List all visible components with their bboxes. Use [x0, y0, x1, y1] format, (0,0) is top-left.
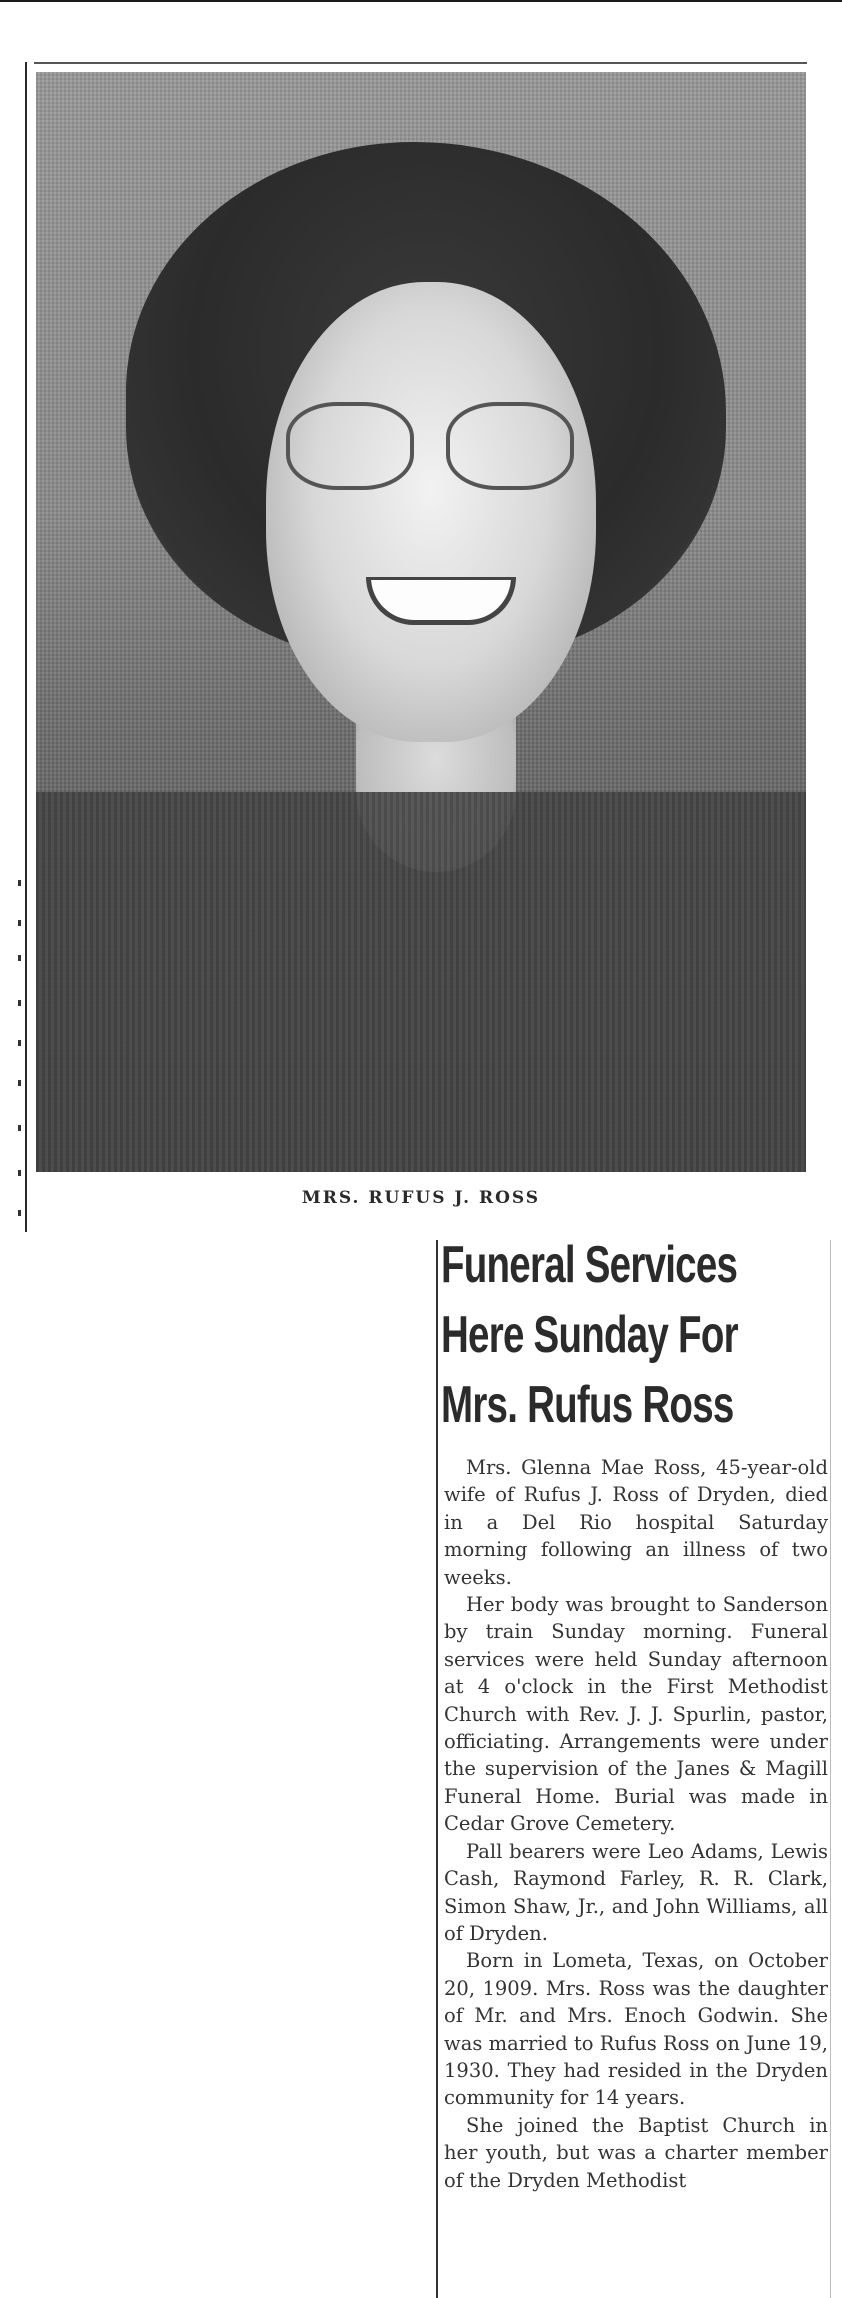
portrait-dress: [36, 792, 806, 1172]
headline-line-3: Mrs. Rufus Ross: [441, 1376, 734, 1434]
paragraph-1: Mrs. Glenna Mae Ross, 45-year-old wife of Rufus J. Ross of Dryden, died in a Del Rio hospital Saturday morning following an illness of two weeks.: [444, 1456, 828, 1589]
article-column-rule: [436, 1240, 438, 2298]
article-body: [444, 1454, 828, 2194]
paragraph-4: Born in Lometa, Texas, on October 20, 1909. Mrs. Ross was the daughter of Mr. and Mrs. Enoch Godwin. She was married to Rufus Ross on June 19, 1930. They had resided in the Dryden community for 14 years.: [444, 1949, 828, 2110]
headline-line-1: Funeral Services: [441, 1236, 738, 1294]
portrait-photo: [36, 72, 806, 1172]
photo-caption: MRS. RUFUS J. ROSS: [301, 1188, 541, 1208]
paragraph-3: Pall bearers were Leo Adams, Lewis Cash, Raymond Farley, R. R. Clark, Simon Shaw, Jr., and John Williams, all of Dryden.: [444, 1839, 828, 1945]
headline-line-2: Here Sunday For: [441, 1306, 738, 1364]
top-border-rule: [0, 0, 842, 2]
portrait-face: [266, 282, 596, 742]
article-headline: [441, 1230, 738, 1440]
paragraph-5: She joined the Baptist Church in her youth, but was a charter member of the Dryden Methodist: [444, 2113, 828, 2192]
margin-marks: [18, 880, 28, 1230]
portrait-glasses: [286, 402, 576, 492]
article-column-edge: [830, 1240, 831, 2298]
paragraph-2: Her body was brought to Sanderson by train Sunday morning. Funeral services were held Sunday afternoon at 4 o'clock in the First Methodist Church with Rev. J. J. Spurlin, pastor, officiating. Arrangements were under the supervision of the Janes & Magill Funeral Home. Burial was made in Cedar Grove Cemetery.: [444, 1593, 828, 1836]
